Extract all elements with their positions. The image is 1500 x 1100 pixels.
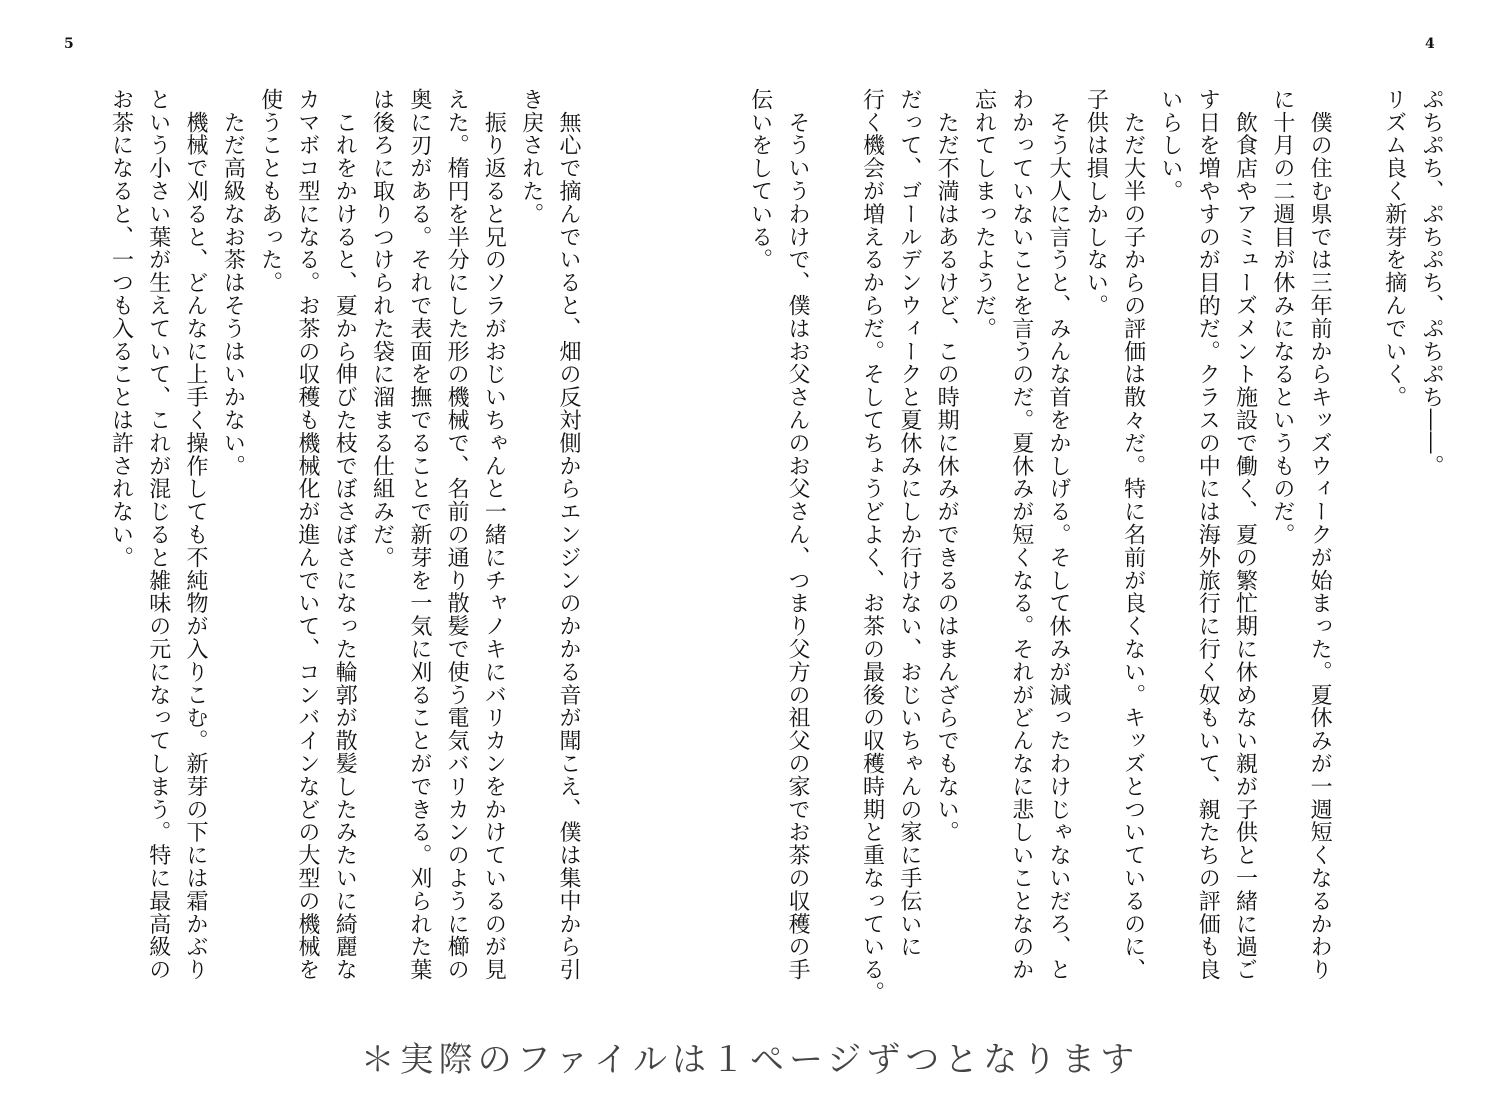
text-line: ぷちぷち、ぷちぷち、ぷちぷち――。	[1419, 88, 1444, 478]
text-line: す日を増やすのが目的だ。クラスの中には海外旅行に行く奴もいて、親たちの評価も良	[1195, 88, 1221, 982]
text-line: 忘れてしまったようだ。	[971, 88, 997, 340]
text-line: 行く機会が増えるからだ。そしてちょうどよく、お茶の最後の収穫時期と重なっている。	[859, 88, 885, 1004]
text-line: 伝いをしている。	[747, 88, 773, 272]
text-line: ただ高級なお茶はそうはいかない。	[220, 88, 246, 478]
text-line: 振り返ると兄のソラがおじいちゃんと一緒にチャノキにバリカンをかけているのが見	[481, 88, 507, 982]
text-line: に十月の二週目が休みになるというものだ。	[1269, 88, 1295, 546]
page-left-text	[72, 88, 587, 1023]
text-line: 無心で摘んでいると、畑の反対側からエンジンのかかる音が聞こえ、僕は集中から引	[556, 88, 581, 982]
page-number-right: 4	[1425, 36, 1435, 52]
text-line: ただ不満はあるけど、この時期に休みができるのはまんざらでもない。	[934, 88, 960, 844]
text-line: リズム良く新芽を摘んでいく。	[1381, 88, 1407, 409]
text-line: 子供は損しかしない。	[1083, 88, 1109, 317]
text-line: 僕の住む県では三年前からキッズウィークが始まった。夏休みが一週短くなるかわり	[1307, 88, 1333, 982]
text-line: いらしい。	[1157, 88, 1183, 203]
blank-line	[1338, 88, 1375, 1023]
text-line: き戻された。	[518, 88, 544, 226]
text-line: 機械で刈ると、どんなに上手く操作しても不純物が入りこむ。新芽の下には霜かぶり	[183, 88, 209, 982]
text-line: わかっていないことを言うのだ。夏休みが短くなる。それがどんなに悲しいことなのか	[1008, 88, 1034, 982]
text-line: という小さい葉が生えていて、これが混じると雑味の元になってしまう。特に最高級の	[145, 88, 171, 982]
text-line: 使うこともあった。	[257, 88, 283, 295]
text-line: これをかけると、夏から伸びた枝でぼさぼさになった輪郭が散髪したみたいに綺麗な	[332, 88, 358, 982]
page-right-text	[747, 88, 1450, 1023]
notice-banner: ＊実際のファイルは１ページずつとなります	[360, 1040, 1140, 1080]
text-line: お茶になると、一つも入ることは許されない。	[108, 88, 134, 569]
text-line: は後ろに取りつけられた袋に溜まる仕組みだ。	[369, 88, 395, 569]
page-number-left: 5	[64, 36, 74, 52]
text-line: だって、ゴールデンウィークと夏休みにしか行けない、おじいちゃんの家に手伝いに	[896, 88, 922, 959]
text-line: 飲食店やアミューズメント施設で働く、夏の繁忙期に休めない親が子供と一緒に過ご	[1232, 88, 1258, 982]
blank-line	[816, 88, 853, 1023]
text-line: カマボコ型になる。お茶の収穫も機械化が進んでいて、コンバインなどの大型の機械を	[294, 88, 320, 982]
text-line: えた。楕円を半分にした形の機械で、名前の通り散髪で使う電気バリカンのように櫛の	[444, 88, 470, 982]
text-line: ただ大半の子からの評価は散々だ。特に名前が良くない。キッズとついているのに、	[1120, 88, 1146, 982]
text-line: 奥に刃がある。それで表面を撫でることで新芽を一気に刈ることができる。刈られた葉	[406, 88, 432, 982]
text-line: そういうわけで、僕はお父さんのお父さん、つまり父方の祖父の家でお茶の収穫の手	[784, 88, 810, 982]
text-line: そう大人に言うと、みんな首をかしげる。そして休みが減ったわけじゃないだろ、と	[1046, 88, 1072, 982]
